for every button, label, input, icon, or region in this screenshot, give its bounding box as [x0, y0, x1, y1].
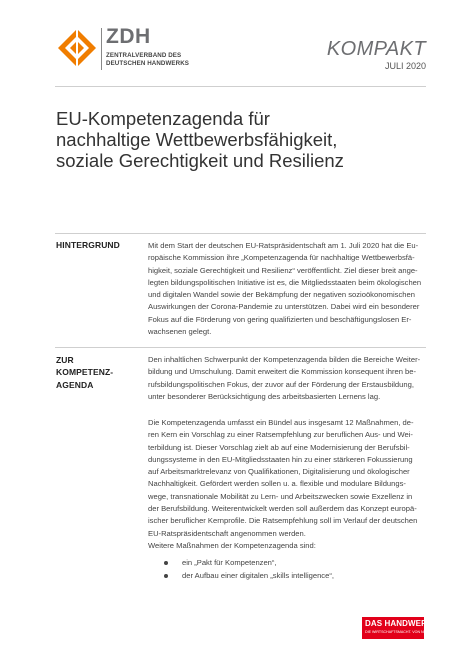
- text-line: Den inhaltlichen Schwerpunkt der Kompetenzagenda bilden die Bereiche Weiter-: [148, 355, 421, 364]
- org-subtitle: [106, 52, 189, 68]
- text-line: dungssysteme in den EU-Mitgliedsstaaten hin zu einer stärkeren Fokussierung: [148, 454, 413, 464]
- zdh-logo-icon: [56, 27, 98, 69]
- text-line: und digitalen Wandel sowie der Bekämpfung der negativen sozioökonomischen: [148, 290, 415, 300]
- doc-date: JULI 2020: [384, 61, 426, 71]
- section-label-kompetenzagenda: [56, 354, 113, 391]
- bullet-icon: [164, 574, 168, 578]
- section-label-line: KOMPETENZ-: [56, 367, 114, 378]
- text-line: Weitere Maßnahmen der Kompetenzagenda sind:: [148, 540, 316, 550]
- text-line: wachsenen gelegt.: [148, 327, 212, 337]
- bullet-icon: [164, 561, 168, 565]
- list-item-text: der Aufbau einer digitalen „skills intelligence“,: [182, 571, 334, 580]
- text-line: Fokus auf die Förderung von gering qualifizierten und beschäftigungslosen Er-: [148, 314, 412, 324]
- text-line: EU-Ratspräsidentschaft angenommen werden.: [148, 528, 306, 538]
- text-line: Auswirkungen der Corona-Pandemie zu unterstützen. Dabei wird ein besonderer: [148, 302, 420, 312]
- list-item: [148, 569, 426, 582]
- text-line: der Berufsbildung. Weiterentwickelt werden soll außerdem das Konzept europä-: [148, 504, 417, 514]
- header-divider: [55, 86, 426, 87]
- title-line: nachhaltige Wettbewerbsfähigkeit,: [56, 129, 338, 150]
- org-subtitle-line: ZENTRALVERBAND DES: [106, 52, 182, 59]
- doc-type: KOMPAKT: [326, 38, 426, 60]
- text-line: Nachhaltigkeit. Gefördert werden sollen u. a. flexible und modulare Bildungs-: [148, 479, 406, 489]
- page-title: [56, 108, 436, 171]
- section-divider: [55, 347, 426, 348]
- text-line: ischer beruflicher Kernprofile. Die Ratsempfehlung soll im Verlauf der deutschen: [148, 516, 418, 526]
- logo-divider: [101, 28, 102, 70]
- footer-logo-tagline: DIE WIRTSCHAFTSMACHT. VON NEBENAN.: [365, 630, 440, 634]
- text-line: unter besonderer Berücksichtigung des arbeitsbasierten Lernens lag.: [148, 391, 381, 401]
- kompetenzagenda-paragraph-1: [148, 354, 426, 403]
- text-line: ren Kern ein Vorschlag zu einer Ratsempfehlung zur beruflichen Aus- und Wei-: [148, 430, 413, 440]
- measures-list: [148, 556, 426, 582]
- das-handwerk-logo: [362, 617, 440, 639]
- text-line: terbildung ist. Dieser Vorschlag zielt ab auf eine Modernisierung der Berufsbil-: [148, 442, 410, 452]
- text-line: legten bildungspolitischen Initiative ist es, die Mitgliedsstaaten beim ökologischen: [148, 277, 422, 287]
- section-divider: [55, 233, 426, 234]
- text-line: rufsbildungspolitischen Fokus, der zuvor auf der Förderung der Erstausbildung,: [148, 379, 414, 389]
- text-line: Die Kompetenzagenda umfasst ein Bündel aus insgesamt 12 Maßnahmen, de-: [148, 418, 414, 427]
- text-line: auf Arbeitsmarktrelevanz von Qualifikationen, Digitalisierung und ökologischer: [148, 467, 410, 477]
- text-line: ropäische Kommission ihre „Kompetenzagenda für nachhaltige Wettbewerbsfä-: [148, 253, 415, 263]
- footer-logo-text: DAS HANDWERK: [365, 619, 433, 628]
- section-label-line: AGENDA: [56, 379, 94, 390]
- text-line: Mit dem Start der deutschen EU-Ratspräsidentschaft am 1. Juli 2020 hat die Eu-: [148, 241, 419, 250]
- title-line: soziale Gerechtigkeit und Resilienz: [56, 150, 344, 171]
- title-line: EU-Kompetenzagenda für: [56, 108, 270, 129]
- list-item: [148, 556, 426, 569]
- section-label-hintergrund: HINTERGRUND: [56, 240, 120, 250]
- org-subtitle-line: DEUTSCHEN HANDWERKS: [106, 60, 190, 67]
- section-label-line: ZUR: [56, 355, 74, 365]
- list-item-text: ein „Pakt für Kompetenzen“,: [182, 558, 277, 567]
- kompetenzagenda-paragraph-2: [148, 417, 426, 552]
- text-line: higkeit, soziale Gerechtigkeit und Resilienz“ veröffentlicht. Ziel dieser breit ange-: [148, 265, 418, 275]
- hintergrund-text: [148, 240, 426, 338]
- text-line: bildung und Umschulung. Damit erweitert die Kommission konsequent ihren be-: [148, 367, 417, 377]
- text-line: wege, transnationale Mobilität zu Lern- und Arbeitszwecken sowie Exzellenz in: [148, 491, 413, 501]
- org-name: ZDH: [106, 25, 151, 48]
